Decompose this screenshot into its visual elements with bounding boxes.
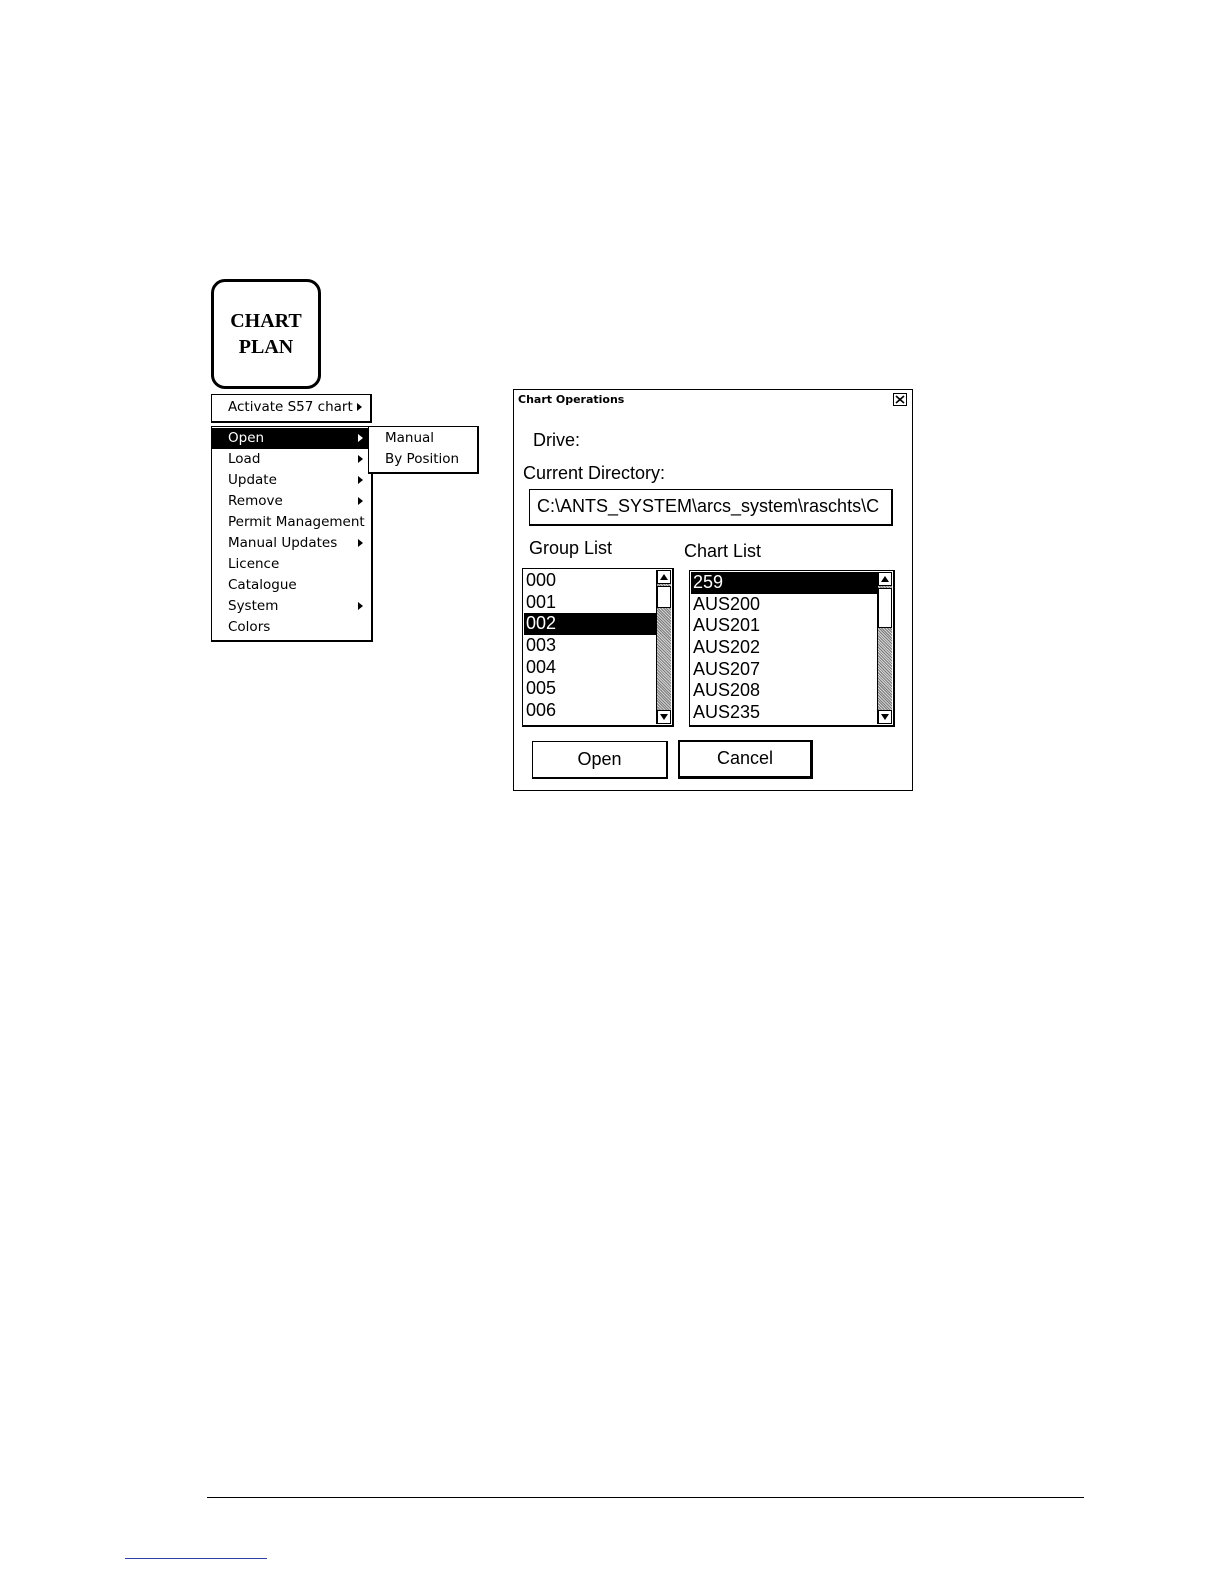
- chart-plan-key-line2: PLAN: [238, 336, 294, 358]
- chart-list[interactable]: [689, 570, 895, 727]
- menu-item-label: Permit Management: [228, 514, 365, 530]
- menu-item-update[interactable]: [212, 470, 371, 491]
- menu-item-manual-updates[interactable]: [212, 533, 371, 554]
- menu-item-label: System: [228, 598, 279, 614]
- chart-list-items: [691, 572, 877, 724]
- chevron-right-icon: [358, 602, 363, 610]
- list-item[interactable]: 002: [524, 613, 656, 635]
- menu-item-permit-management[interactable]: [212, 512, 371, 533]
- list-item[interactable]: AUS207: [693, 658, 761, 679]
- close-button[interactable]: [893, 393, 907, 406]
- scroll-thumb[interactable]: [878, 588, 892, 628]
- list-item[interactable]: AUS201: [693, 615, 761, 636]
- scroll-down-button[interactable]: [878, 710, 892, 724]
- arrow-down-icon: [881, 714, 889, 720]
- menu-item-remove[interactable]: [212, 491, 371, 512]
- activate-s57-menu: [211, 394, 372, 423]
- chevron-right-icon: [358, 497, 363, 505]
- current-directory-field[interactable]: C:\ANTS_SYSTEM\arcs_system\raschts\C: [529, 489, 893, 526]
- list-item[interactable]: 004: [526, 656, 557, 677]
- menu-item-label: Licence: [228, 556, 280, 572]
- footer-rule: [207, 1497, 1084, 1498]
- close-icon: [895, 395, 905, 404]
- arrow-up-icon: [881, 576, 889, 582]
- chevron-right-icon: [358, 455, 363, 463]
- list-item[interactable]: AUS208: [693, 680, 761, 701]
- list-item[interactable]: 000: [526, 570, 557, 590]
- chart-list-scrollbar[interactable]: [877, 572, 892, 724]
- chevron-right-icon: [358, 476, 363, 484]
- menu-item-system[interactable]: [212, 596, 371, 617]
- open-button[interactable]: Open: [532, 741, 668, 779]
- list-item[interactable]: 006: [526, 700, 557, 721]
- chart-plan-key-line1: CHART: [230, 310, 302, 332]
- list-item[interactable]: AUS200: [693, 593, 761, 614]
- menu-item-label: Update: [228, 472, 277, 488]
- menu-item-label: Load: [228, 451, 261, 467]
- open-submenu: [368, 426, 479, 474]
- menu-item-label: Catalogue: [228, 577, 297, 593]
- scroll-up-button[interactable]: [657, 570, 671, 584]
- chart-list-label: Chart List: [684, 541, 762, 561]
- chevron-right-icon: [357, 403, 362, 411]
- submenu-item-by-position[interactable]: By Position: [385, 451, 460, 467]
- list-item[interactable]: 259: [691, 572, 877, 594]
- scroll-up-button[interactable]: [878, 572, 892, 586]
- drive-label: Drive:: [533, 430, 581, 450]
- list-item[interactable]: 003: [526, 635, 557, 656]
- chevron-right-icon: [358, 434, 363, 442]
- chart-plan-key[interactable]: [211, 279, 321, 389]
- submenu-item-manual[interactable]: Manual: [385, 430, 435, 446]
- list-item[interactable]: AUS202: [693, 637, 761, 658]
- menu-item-label: Colors: [228, 619, 271, 635]
- menu-item-licence[interactable]: [212, 554, 371, 575]
- cancel-button[interactable]: Cancel: [678, 740, 813, 779]
- menu-item-label: Open: [228, 430, 265, 446]
- menu-item-open[interactable]: [212, 428, 371, 449]
- list-item[interactable]: AUS235: [693, 702, 761, 723]
- menu-item-label: Activate S57 chart: [228, 399, 353, 415]
- current-directory-label: Current Directory:: [523, 463, 666, 483]
- chevron-right-icon: [358, 539, 363, 547]
- arrow-down-icon: [660, 714, 668, 720]
- group-list-scrollbar[interactable]: [656, 570, 671, 724]
- menu-item-colors[interactable]: [212, 617, 371, 638]
- group-list-items: [524, 570, 656, 722]
- list-item[interactable]: 001: [526, 591, 557, 612]
- footer-link-underline: [125, 1558, 267, 1559]
- menu-item-activate-s57-chart[interactable]: [212, 397, 370, 418]
- list-item[interactable]: 005: [526, 678, 557, 699]
- chart-plan-menu: [211, 426, 373, 642]
- scroll-down-button[interactable]: [657, 710, 671, 724]
- group-list[interactable]: [522, 568, 674, 727]
- group-list-label: Group List: [529, 538, 613, 558]
- arrow-up-icon: [660, 574, 668, 580]
- menu-item-label: Manual Updates: [228, 535, 338, 551]
- dialog-title: Chart Operations: [518, 393, 625, 406]
- menu-item-catalogue[interactable]: [212, 575, 371, 596]
- chart-operations-dialog: [513, 389, 913, 791]
- scroll-thumb[interactable]: [657, 586, 671, 608]
- menu-item-label: Remove: [228, 493, 283, 509]
- menu-item-load[interactable]: [212, 449, 371, 470]
